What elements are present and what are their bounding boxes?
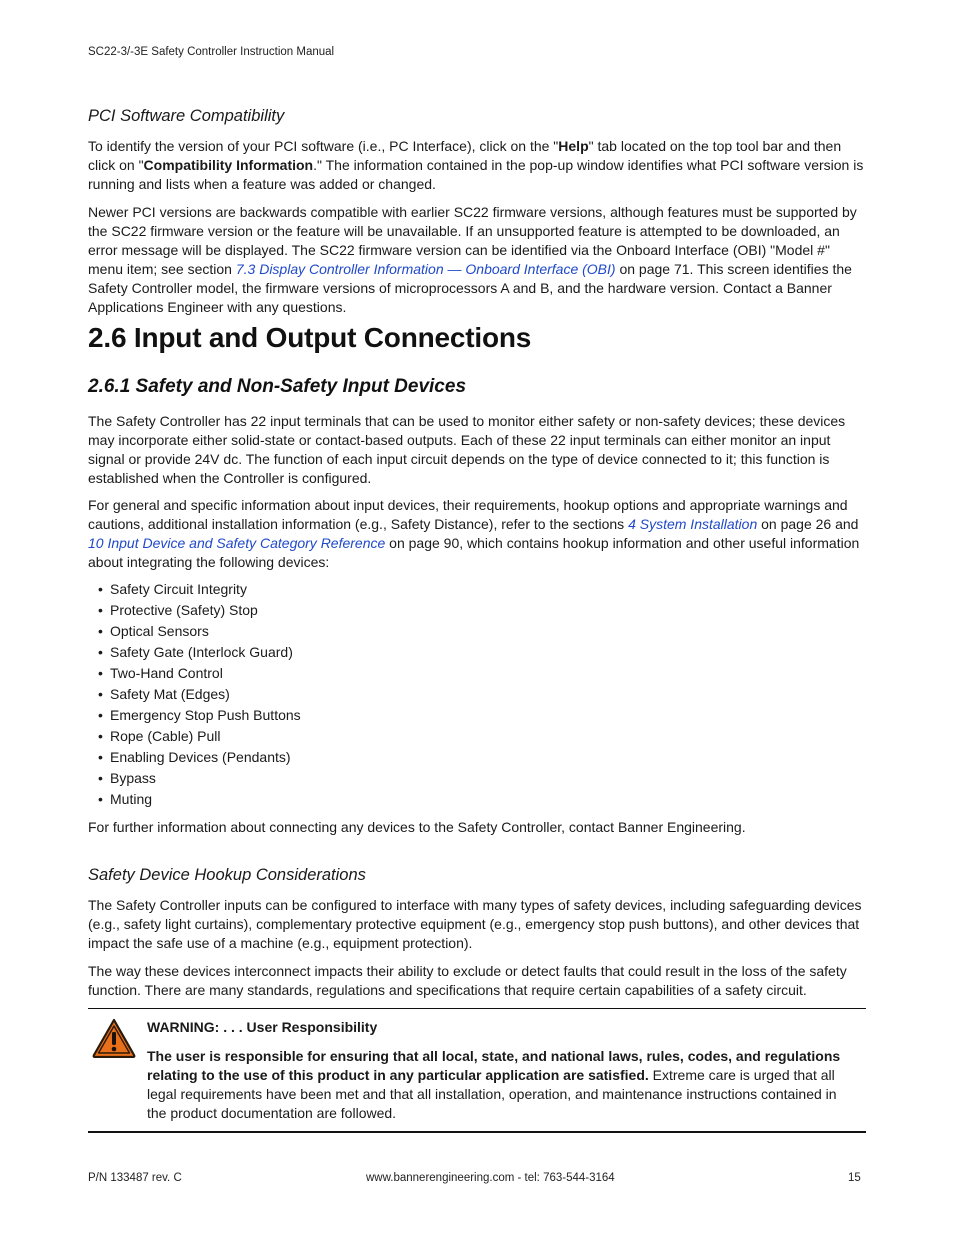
warning-triangle-icon	[92, 1018, 136, 1058]
list-item: • Protective (Safety) Stop	[98, 602, 258, 618]
warning-title: WARNING: . . . User Responsibility	[147, 1019, 378, 1035]
list-item: • Muting	[98, 791, 153, 807]
running-header: SC22-3/-3E Safety Controller Instruction Manual	[88, 46, 335, 58]
warning-text: The user is responsible for ensuring that all local, state, and national laws, rules, codes, and regulations relating to the use of this product in any particular application are satisfied. Extreme care is urged that all legal requirements have been met and that all installation, operation, and maintenance instructions contained in the product documentation are followed.	[147, 1048, 841, 1121]
hookup-paragraph-1: The Safety Controller inputs can be configured to interface with many types of safety devices, including safeguarding devices (e.g., safety light curtains), complementary protective equipment (e.g., emergency stop push buttons), and other devices that impact the safe use of a machine (e.g., equipment protection).	[88, 897, 862, 951]
list-item: • Safety Gate (Interlock Guard)	[98, 644, 293, 660]
link-system-installation[interactable]: 4 System Installation	[628, 516, 758, 532]
pci-paragraph-1: To identify the version of your PCI software (i.e., PC Interface), click on the "Help" tab located on the top tool bar and then click on "Compatibility Information." The information contained in the pop-up window identifies what PCI software version is running and lists when a feature was added or changed.	[88, 138, 864, 192]
input-paragraph-2: For general and specific information about input devices, their requirements, hookup options and appropriate warnings and cautions, additional installation information (e.g., Safety Distance), refer to the sections 4 System Installation on page 26 and 10 Input Device and Safety Category Reference on page 90, which contains hookup information and other useful information about integrating the following devices:	[88, 497, 860, 570]
pci-paragraph-2: Newer PCI versions are backwards compatible with earlier SC22 firmware versions, although features must be supported by the SC22 firmware version or the feature will be unavailable. If an unsupported feature is attempted to be downloaded, an error message will be displayed. The SC22 firmware version can be identified via the Onboard Interface (OBI) "Model #" menu item; see section 7.3 Display Controller Information — Onboard Interface (OBI) on page 71. This screen identifies the Safety Controller model, the firmware versions of microprocessors A and B, and the hardware version. Contact a Banner Applications Engineer with any questions.	[88, 204, 857, 315]
list-item: • Optical Sensors	[98, 623, 209, 639]
footer-part-number: P/N 133487 rev. C	[88, 1172, 182, 1184]
list-item: • Emergency Stop Push Buttons	[98, 707, 301, 723]
link-obi-section[interactable]: 7.3 Display Controller Information — Onboard Interface (OBI)	[235, 261, 616, 277]
list-item: • Two-Hand Control	[98, 665, 223, 681]
list-item: • Bypass	[98, 770, 156, 786]
hookup-paragraph-2: The way these devices interconnect impacts their ability to exclude or detect faults that could result in the loss of the safety function. There are many standards, regulations and specifications that require certain capabilities of a safety circuit.	[88, 963, 847, 998]
input-paragraph-1: The Safety Controller has 22 input terminals that can be used to monitor either safety or non-safety devices; these devices may incorporate either solid-state or contact-based outputs. Each of these 22 input terminals can either monitor an input signal or provide 24V dc. The function of each input circuit depends on the type of device connected to it; this function is established when the Controller is configured.	[88, 413, 846, 486]
list-item: • Rope (Cable) Pull	[98, 728, 221, 744]
list-item: • Safety Circuit Integrity	[98, 581, 247, 597]
input-paragraph-3: For further information about connecting any devices to the Safety Controller, contact Banner Engineering.	[88, 819, 746, 835]
pci-heading: PCI Software Compatibility	[88, 107, 285, 125]
footer-contact[interactable]: www.bannerengineering.com - tel: 763-544-3164	[366, 1172, 615, 1184]
warning-top-rule	[88, 1008, 866, 1009]
list-item: • Safety Mat (Edges)	[98, 686, 230, 702]
hookup-heading: Safety Device Hookup Considerations	[88, 866, 366, 884]
link-input-device-reference[interactable]: 10 Input Device and Safety Category Reference	[88, 535, 386, 551]
warning-bottom-rule	[88, 1131, 866, 1133]
list-item: • Enabling Devices (Pendants)	[98, 749, 291, 765]
subsection-title: 2.6.1 Safety and Non-Safety Input Devices	[88, 376, 467, 397]
section-title: 2.6 Input and Output Connections	[88, 322, 532, 353]
device-list	[98, 579, 301, 810]
footer-page-number: 15	[848, 1172, 861, 1184]
